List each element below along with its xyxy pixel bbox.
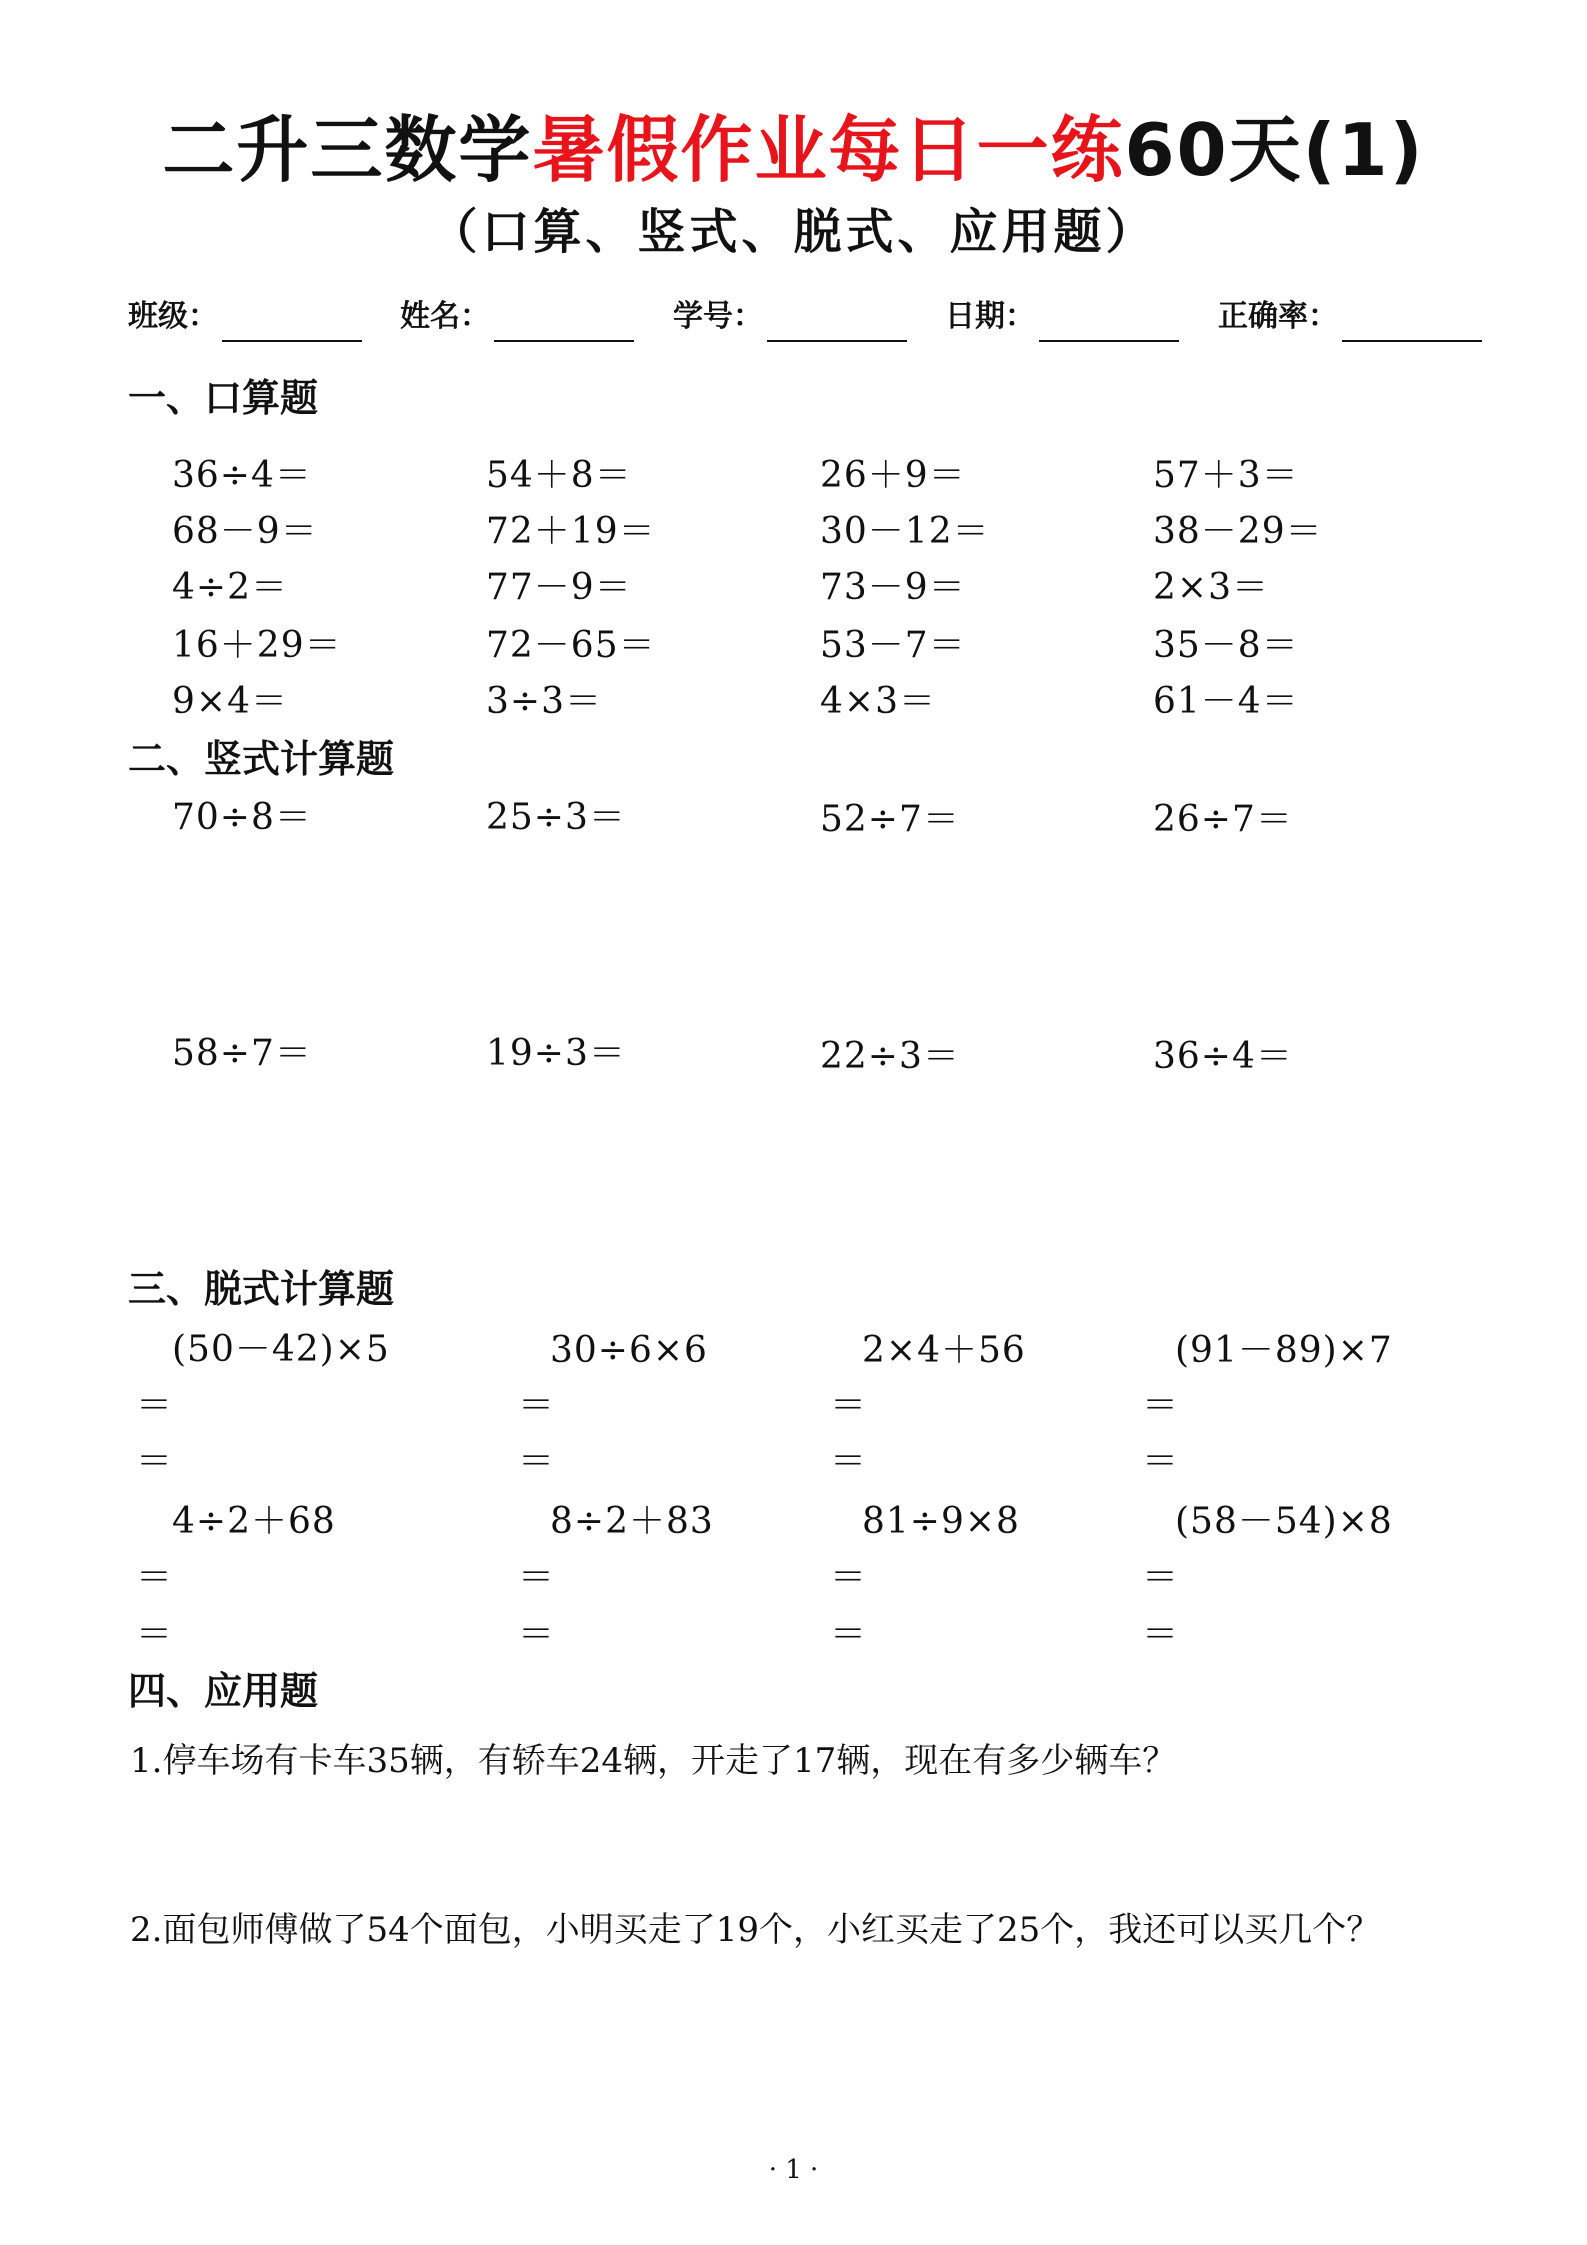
step-calc-problem: 81÷9×8 xyxy=(862,1501,1020,1542)
oral-problem: 54＋8＝ xyxy=(486,455,632,496)
oral-problem: 3÷3＝ xyxy=(486,681,602,722)
vertical-calc-problem: 70÷8＝ xyxy=(172,797,312,838)
page-subtitle: （口算、竖式、脱式、应用题） xyxy=(429,204,1158,260)
title-red-part: 暑假作业每日一练 xyxy=(532,108,1125,192)
step-calc-problem: 30÷6×6 xyxy=(550,1330,708,1371)
oral-problem: 57＋3＝ xyxy=(1153,455,1299,496)
oral-problem: 4×3＝ xyxy=(820,681,936,722)
title-black-part: 二升三数学 xyxy=(162,108,533,192)
vertical-calc-problem: 22÷3＝ xyxy=(820,1036,960,1077)
oral-problem: 16＋29＝ xyxy=(172,625,342,666)
answer-line-equals: ＝ xyxy=(830,1614,867,1655)
page-title xyxy=(0,105,1587,195)
answer-line-equals: ＝ xyxy=(1142,1385,1179,1426)
student-info-row xyxy=(128,292,1478,342)
vertical-calc-problem: 52÷7＝ xyxy=(820,799,960,840)
section3-heading: 三、脱式计算题 xyxy=(128,1267,395,1311)
answer-line-equals: ＝ xyxy=(830,1385,867,1426)
accuracy-field xyxy=(1218,292,1482,342)
vertical-calc-problem: 36÷4＝ xyxy=(1153,1036,1293,1077)
oral-problem: 72＋19＝ xyxy=(486,511,656,552)
step-calc-problem: 2×4＋56 xyxy=(862,1330,1026,1371)
oral-problem: 61－4＝ xyxy=(1153,681,1299,722)
date-field xyxy=(945,292,1179,342)
page-number: · 1 · xyxy=(768,2155,819,2185)
date-label: 日期： xyxy=(945,299,1035,334)
class-blank[interactable] xyxy=(222,304,362,342)
answer-line-equals: ＝ xyxy=(830,1441,867,1482)
oral-problem: 36÷4＝ xyxy=(172,455,312,496)
accuracy-blank[interactable] xyxy=(1342,304,1482,342)
oral-problem: 72－65＝ xyxy=(486,625,656,666)
word-problem-2: 2.面包师傅做了54个面包，小明买走了19个，小红买走了25个，我还可以买几个？ xyxy=(130,1910,1381,1950)
step-calc-problem: 4÷2＋68 xyxy=(172,1501,336,1542)
oral-problem: 26＋9＝ xyxy=(820,455,966,496)
vertical-calc-problem: 58÷7＝ xyxy=(172,1033,312,1074)
oral-problem: 4÷2＝ xyxy=(172,567,288,608)
class-field xyxy=(128,292,362,342)
section1-heading: 一、口算题 xyxy=(128,376,319,420)
answer-line-equals: ＝ xyxy=(1142,1557,1179,1598)
name-blank[interactable] xyxy=(494,304,634,342)
vertical-calc-problem: 19÷3＝ xyxy=(486,1033,626,1074)
student-no-field xyxy=(673,292,907,342)
step-calc-problem: (58－54)×8 xyxy=(1175,1501,1393,1542)
answer-line-equals: ＝ xyxy=(518,1385,555,1426)
vertical-calc-problem: 25÷3＝ xyxy=(486,797,626,838)
oral-problem: 73－9＝ xyxy=(820,567,966,608)
oral-problem: 53－7＝ xyxy=(820,625,966,666)
answer-line-equals: ＝ xyxy=(518,1614,555,1655)
student-no-label: 学号： xyxy=(673,299,763,334)
section2-heading: 二、竖式计算题 xyxy=(128,737,395,781)
name-label: 姓名： xyxy=(400,299,490,334)
oral-problem: 9×4＝ xyxy=(172,681,288,722)
class-label: 班级： xyxy=(128,299,218,334)
accuracy-label: 正确率： xyxy=(1218,299,1338,334)
student-no-blank[interactable] xyxy=(767,304,907,342)
step-calc-problem: (91－89)×7 xyxy=(1175,1330,1393,1371)
oral-problem: 2×3＝ xyxy=(1153,567,1269,608)
section4-heading: 四、应用题 xyxy=(128,1669,319,1713)
answer-line-equals: ＝ xyxy=(518,1441,555,1482)
answer-line-equals: ＝ xyxy=(830,1557,867,1598)
oral-problem: 35－8＝ xyxy=(1153,625,1299,666)
answer-line-equals: ＝ xyxy=(1142,1614,1179,1655)
vertical-calc-problem: 26÷7＝ xyxy=(1153,799,1293,840)
name-field xyxy=(400,292,634,342)
answer-line-equals: ＝ xyxy=(136,1441,173,1482)
oral-problem: 38－29＝ xyxy=(1153,511,1323,552)
step-calc-problem: 8÷2＋83 xyxy=(550,1501,714,1542)
oral-problem: 30－12＝ xyxy=(820,511,990,552)
answer-line-equals: ＝ xyxy=(136,1614,173,1655)
step-calc-problem: (50－42)×5 xyxy=(172,1329,390,1370)
answer-line-equals: ＝ xyxy=(136,1385,173,1426)
answer-line-equals: ＝ xyxy=(518,1557,555,1598)
date-blank[interactable] xyxy=(1039,304,1179,342)
answer-line-equals: ＝ xyxy=(136,1557,173,1598)
title-tail-part: 60天(1) xyxy=(1124,108,1425,192)
answer-line-equals: ＝ xyxy=(1142,1441,1179,1482)
oral-problem: 77－9＝ xyxy=(486,567,632,608)
oral-problem: 68－9＝ xyxy=(172,511,318,552)
word-problem-1: 1.停车场有卡车35辆，有轿车24辆，开走了17辆，现在有多少辆车？ xyxy=(130,1741,1177,1781)
